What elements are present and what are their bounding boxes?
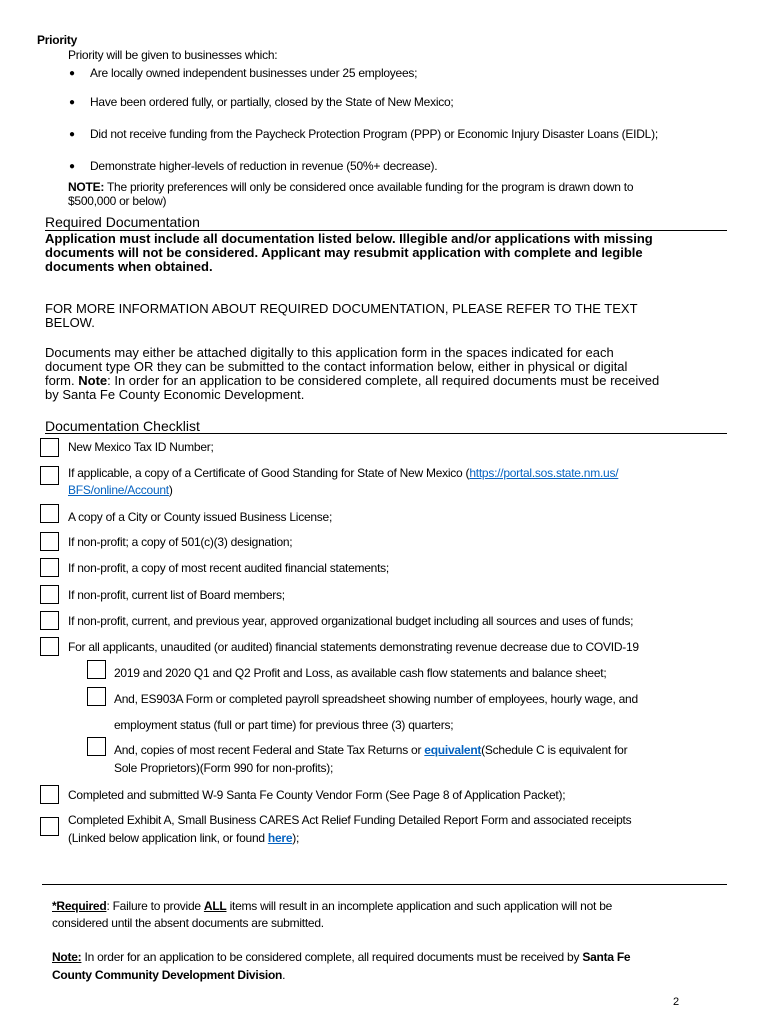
text-span: (Schedule C is equivalent for xyxy=(481,743,628,757)
bullet-dot: ● xyxy=(69,68,75,79)
text-span: And, copies of most recent Federal and State Tax Returns or xyxy=(114,743,425,757)
documents-paragraph-line: document type OR they can be submitted to the contact information below, either in physical or digital xyxy=(45,359,628,374)
here-link[interactable]: here xyxy=(267,831,293,845)
text-span: In order for an application to be considered complete, all required documents must be received by xyxy=(81,950,583,964)
checkbox-good-standing[interactable] xyxy=(40,466,59,485)
checklist-item-audited-statements: If non-profit, a copy of most recent audited financial statements; xyxy=(68,561,390,575)
documents-paragraph-line: Documents may either be attached digitally to this application form in the spaces indicated for each xyxy=(45,345,614,360)
more-info-line: FOR MORE INFORMATION ABOUT REQUIRED DOCUMENTATION, PLEASE REFER TO THE TEXT xyxy=(45,301,638,316)
checklist-item-501c3: If non-profit; a copy of 501(c)(3) designation; xyxy=(68,535,293,549)
text-span: (Linked below application link, or found xyxy=(68,831,268,845)
checklist-item-good-standing-line2 xyxy=(68,483,173,497)
priority-bullet: Did not receive funding from the Paycheck Protection Program (PPP) or Economic Injury Disaster Loans (EIDL); xyxy=(90,127,658,141)
documents-paragraph-line: by Santa Fe County Economic Development. xyxy=(45,387,305,402)
checklist-subitem-tax-returns xyxy=(114,743,627,757)
checklist-item-w9: Completed and submitted W-9 Santa Fe County Vendor Form (See Page 8 of Application Packet); xyxy=(68,788,566,802)
required-notice-line2: considered until the absent documents are submitted. xyxy=(52,916,324,930)
bullet-dot: ● xyxy=(69,129,75,140)
priority-bullet: Demonstrate higher-levels of reduction in revenue (50%+ decrease). xyxy=(90,159,438,173)
checklist-subitem-es903a-line2: employment status (full or part time) for previous three (3) quarters; xyxy=(114,718,454,732)
footer-note-line1 xyxy=(52,950,630,964)
priority-note xyxy=(68,180,633,194)
text-span: form. xyxy=(45,373,79,388)
required-notice-line1 xyxy=(52,899,612,913)
checklist-item-business-license: A copy of a City or County issued Business License; xyxy=(68,510,333,524)
checkbox-board-members[interactable] xyxy=(40,585,59,604)
required-doc-warning-line: Application must include all documentation listed below. Illegible and/or applications with missing xyxy=(45,231,653,246)
page-number: 2 xyxy=(673,996,679,1008)
text-span: : Failure to provide xyxy=(106,899,204,913)
checklist-subitem-es903a: And, ES903A Form or completed payroll spreadsheet showing number of employees, hourly wage, and xyxy=(114,692,638,706)
footer-rule xyxy=(42,884,727,885)
checkbox-501c3[interactable] xyxy=(40,532,59,551)
priority-intro: Priority will be given to businesses which: xyxy=(68,48,278,62)
note-label: NOTE: xyxy=(68,180,105,194)
checkbox-business-license[interactable] xyxy=(40,504,59,523)
checklist-item-board-members: If non-profit, current list of Board members; xyxy=(68,588,285,602)
priority-bullet: Have been ordered fully, or partially, closed by the State of New Mexico; xyxy=(90,95,454,109)
required-documentation-heading: Required Documentation xyxy=(45,214,200,230)
note-label: Note: xyxy=(52,950,82,964)
documents-paragraph-line xyxy=(45,374,659,388)
checkbox-tax-id[interactable] xyxy=(40,438,59,457)
text-span: County Community Development Division xyxy=(52,968,283,982)
checklist-item-budget: If non-profit, current, and previous year, approved organizational budget including all sources and uses of funds; xyxy=(68,614,634,628)
priority-heading: Priority xyxy=(37,33,78,47)
all-emphasis: ALL xyxy=(203,899,227,913)
checkbox-tax-returns[interactable] xyxy=(87,737,106,756)
checklist-item-exhibit-a: Completed Exhibit A, Small Business CARES Act Relief Funding Detailed Report Form and associated receipts xyxy=(68,813,632,827)
documentation-checklist-heading: Documentation Checklist xyxy=(45,418,200,434)
text-span: ); xyxy=(292,831,300,845)
text-span: . xyxy=(282,968,286,982)
checklist-item-all-applicants: For all applicants, unaudited (or audited) financial statements demonstrating revenue decrease due to COVID-19 xyxy=(68,640,639,654)
bullet-dot: ● xyxy=(69,97,75,108)
note-text: The priority preferences will only be considered once available funding for the program is drawn down to xyxy=(104,180,634,194)
text-span: : In order for an application to be considered complete, all required documents must be received xyxy=(107,373,660,388)
checkbox-all-applicants[interactable] xyxy=(40,637,59,656)
checkbox-es903a[interactable] xyxy=(87,687,106,706)
checkbox-budget[interactable] xyxy=(40,611,59,630)
priority-note-line2: $500,000 or below) xyxy=(68,194,167,208)
bullet-dot: ● xyxy=(69,161,75,172)
required-doc-warning-line: documents when obtained. xyxy=(45,259,213,274)
more-info-line: BELOW. xyxy=(45,315,95,330)
good-standing-link[interactable]: BFS/online/Account xyxy=(68,483,169,497)
checklist-subitem-tax-returns-line2: Sole Proprietors)(Form 990 for non-profits); xyxy=(114,761,334,775)
checkbox-w9[interactable] xyxy=(40,785,59,804)
checkbox-audited-statements[interactable] xyxy=(40,558,59,577)
text-span: Santa Fe xyxy=(582,950,631,964)
checklist-item-good-standing xyxy=(68,466,618,480)
text-span: If applicable, a copy of a Certificate of Good Standing for State of New Mexico ( xyxy=(68,466,470,480)
heading-rule xyxy=(45,433,727,434)
checkbox-profit-and-loss[interactable] xyxy=(87,660,106,679)
checkbox-exhibit-a[interactable] xyxy=(40,817,59,836)
text-span: ) xyxy=(168,483,173,497)
checklist-subitem-profit-and-loss: 2019 and 2020 Q1 and Q2 Profit and Loss, as available cash flow statements and balance sheet; xyxy=(114,666,607,680)
equivalent-link[interactable]: equivalent xyxy=(424,743,482,757)
required-doc-warning-line: documents will not be considered. Applicant may resubmit application with complete and legible xyxy=(45,245,643,260)
priority-bullet: Are locally owned independent businesses under 25 employees; xyxy=(90,66,418,80)
footer-note-line2 xyxy=(52,968,285,982)
required-label: *Required xyxy=(52,899,107,913)
checklist-item-tax-id: New Mexico Tax ID Number; xyxy=(68,440,214,454)
checklist-item-exhibit-a-line2 xyxy=(68,831,299,845)
good-standing-link[interactable]: https://portal.sos.state.nm.us/ xyxy=(469,466,619,480)
text-span: items will result in an incomplete application and such application will not be xyxy=(226,899,613,913)
note-label: Note xyxy=(78,373,108,388)
